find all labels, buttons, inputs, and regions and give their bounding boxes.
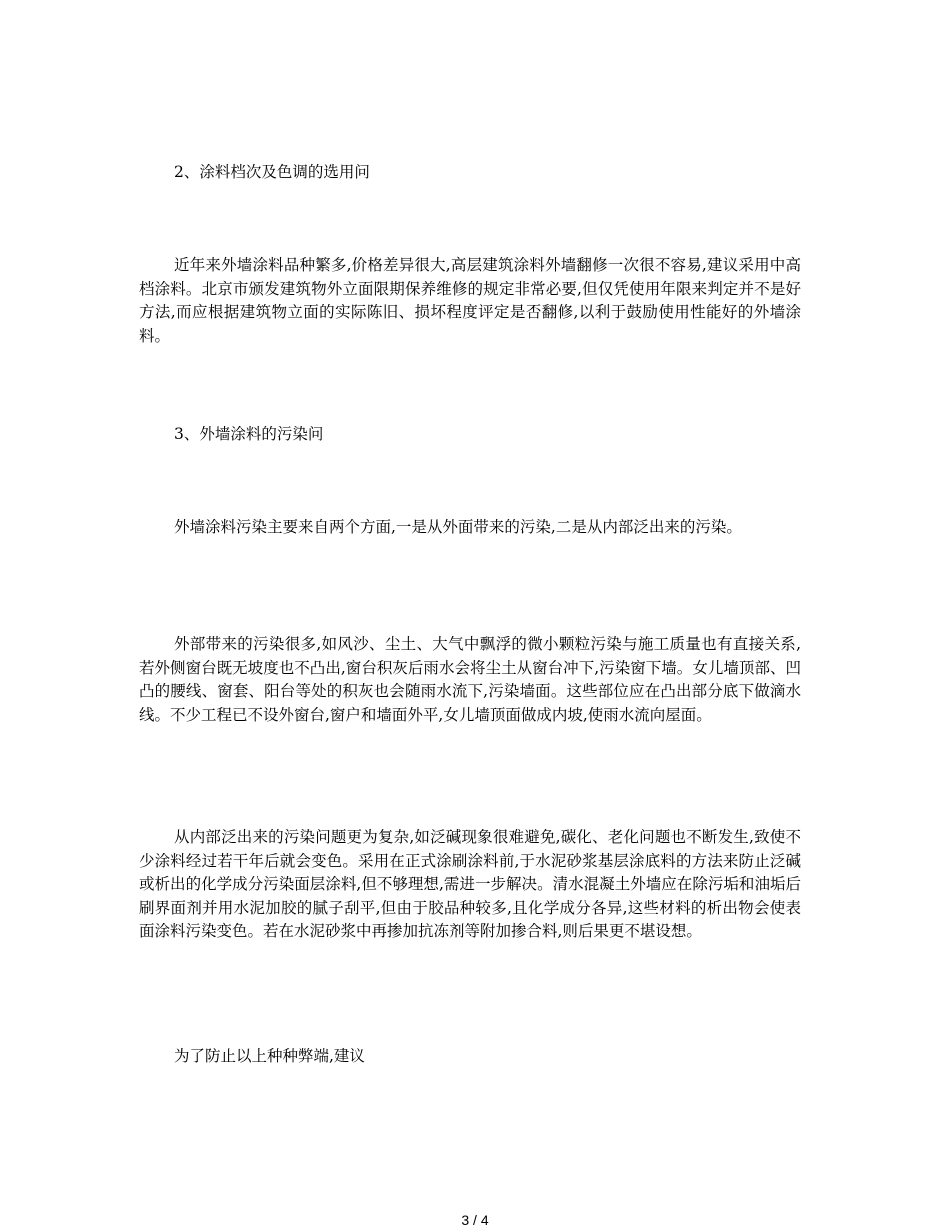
section-heading-2: 2、涂料档次及色调的选用问	[174, 163, 370, 181]
paragraph-external-pollution: 外部带来的污染很多,如风沙、尘土、大气中飘浮的微小颗粒污染与施工质量也有直接关系,若外侧窗台既无坡度也不凸出,窗台积灰后雨水会将尘土从窗台冲下,污染窗下墙。女儿墙顶部、凹凸的腰线、窗套、阳台等处的积灰也会随雨水流下,污染墙面。这些部位应在凸出部分底下做滴水线。不少工程已不设外窗台,窗户和墙面外平,女儿墙顶面做成内坡,使雨水流向屋面。	[139, 635, 801, 724]
paragraph-internal-pollution: 从内部泛出来的污染问题更为复杂,如泛碱现象很难避免,碳化、老化问题也不断发生,致使不少涂料经过若干年后就会变色。采用在正式涂刷涂料前,于水泥砂浆基层涂底料的方法来防止泛碱或析出的化学成分污染面层涂料,但不够理想,需进一步解决。清水混凝土外墙应在除污垢和油垢后刷界面剂并用水泥加胶的腻子刮平,但由于胶品种较多,且化学成分各异,这些材料的析出物会使表面涂料污染变色。若在水泥砂浆中再掺加抗冻剂等附加掺合料,则后果更不堪设想。	[139, 828, 801, 940]
paragraph-pollution-sources: 外墙涂料污染主要来自两个方面,一是从外面带来的污染,二是从内部泛出来的污染。	[174, 518, 742, 536]
paragraph-suggestion: 为了防止以上种种弊端,建议	[174, 1047, 365, 1065]
section-heading-3: 3、外墙涂料的污染问	[174, 425, 324, 443]
page-number: 3 / 4	[461, 1212, 489, 1228]
paragraph-coating-grade: 近年来外墙涂料品种繁多,价格差异很大,高层建筑涂料外墙翻修一次很不容易,建议采用中高档涂料。北京市颁发建筑物外立面限期保养维修的规定非常必要,但仅凭使用年限来判定并不是好方法,而应根据建筑物立面的实际陈旧、损坏程度评定是否翻修,以利于鼓励使用性能好的外墙涂料。	[139, 256, 801, 345]
